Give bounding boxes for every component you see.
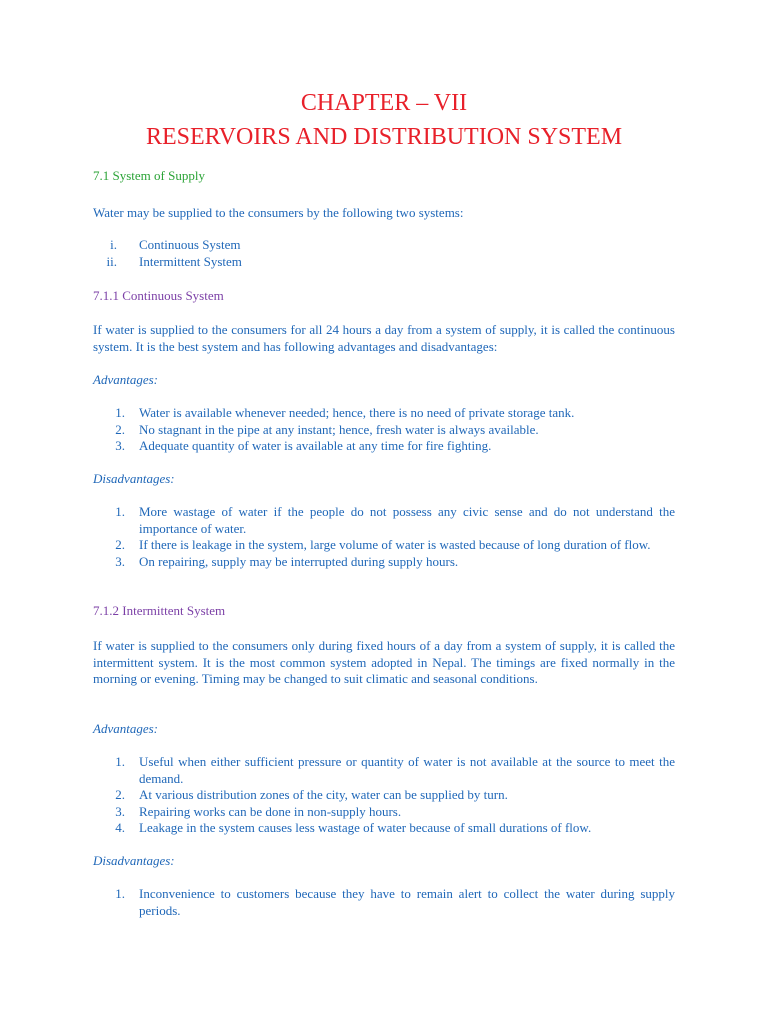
chapter-number: CHAPTER – VII bbox=[300, 90, 468, 116]
chapter-title: RESERVOIRS AND DISTRIBUTION SYSTEM bbox=[145, 124, 623, 150]
supply-intro: Water may be supplied to the consumers by the following two systems: bbox=[93, 205, 464, 220]
continuous-system-paragraph: If water is supplied to the consumers for all 24 hours a day from a system of supply, it is called the continuous system. It is the best system and has following advantages and disadvantages: bbox=[93, 322, 675, 354]
list-item: 2. If there is leakage in the system, large volume of water is wasted because of long duration of flow. bbox=[115, 537, 651, 552]
list-item: 1. More wastage of water if the people do not possess any civic sense and do not understand the importance of water. bbox=[115, 504, 675, 536]
list-item: 4. Leakage in the system causes less wastage of water because of small durations of flow. bbox=[115, 820, 592, 835]
disadvantages-label: Disadvantages: bbox=[93, 853, 175, 868]
list-item: 3. Adequate quantity of water is available at any time for fire fighting. bbox=[115, 438, 492, 453]
section-heading-7-1-1: 7.1.1 Continuous System bbox=[93, 288, 224, 303]
section-heading-7-1: 7.1 System of Supply bbox=[93, 168, 205, 183]
section-heading-7-1-2: 7.1.2 Intermittent System bbox=[93, 603, 226, 618]
supply-systems-list bbox=[93, 237, 675, 270]
list-item: 2. At various distribution zones of the city, water can be supplied by turn. bbox=[115, 787, 508, 802]
disadvantages-label: Disadvantages: bbox=[93, 471, 175, 486]
advantages-label: Advantages: bbox=[93, 721, 158, 736]
continuous-disadvantages-list bbox=[93, 504, 675, 570]
list-item: i. Continuous System bbox=[110, 237, 241, 252]
advantages-label: Advantages: bbox=[93, 372, 158, 387]
list-item: 1. Inconvenience to customers because they have to remain alert to collect the water during supply periods. bbox=[115, 886, 675, 918]
list-item: 1. Water is available whenever needed; hence, there is no need of private storage tank. bbox=[115, 405, 575, 420]
list-item: 2. No stagnant in the pipe at any instant; hence, fresh water is always available. bbox=[115, 421, 539, 437]
list-item: 3. Repairing works can be done in non-supply hours. bbox=[115, 803, 402, 819]
intermittent-system-paragraph: If water is supplied to the consumers only during fixed hours of a day from a system of supply, it is called the intermittent system. It is the most common system adopted in Nepal. The timings are fixed normally in the morning or evening. Timing may be changed to suit climatic and seasonal conditions. bbox=[93, 638, 675, 686]
list-item: ii. Intermittent System bbox=[106, 253, 242, 269]
intermittent-advantages-list bbox=[93, 754, 675, 837]
intermittent-disadvantages-list bbox=[93, 886, 675, 919]
continuous-advantages-list bbox=[93, 405, 675, 455]
list-item: 3. On repairing, supply may be interrupted during supply hours. bbox=[115, 553, 459, 569]
list-item: 1. Useful when either sufficient pressure or quantity of water is not available at the source to meet the demand. bbox=[115, 754, 675, 786]
